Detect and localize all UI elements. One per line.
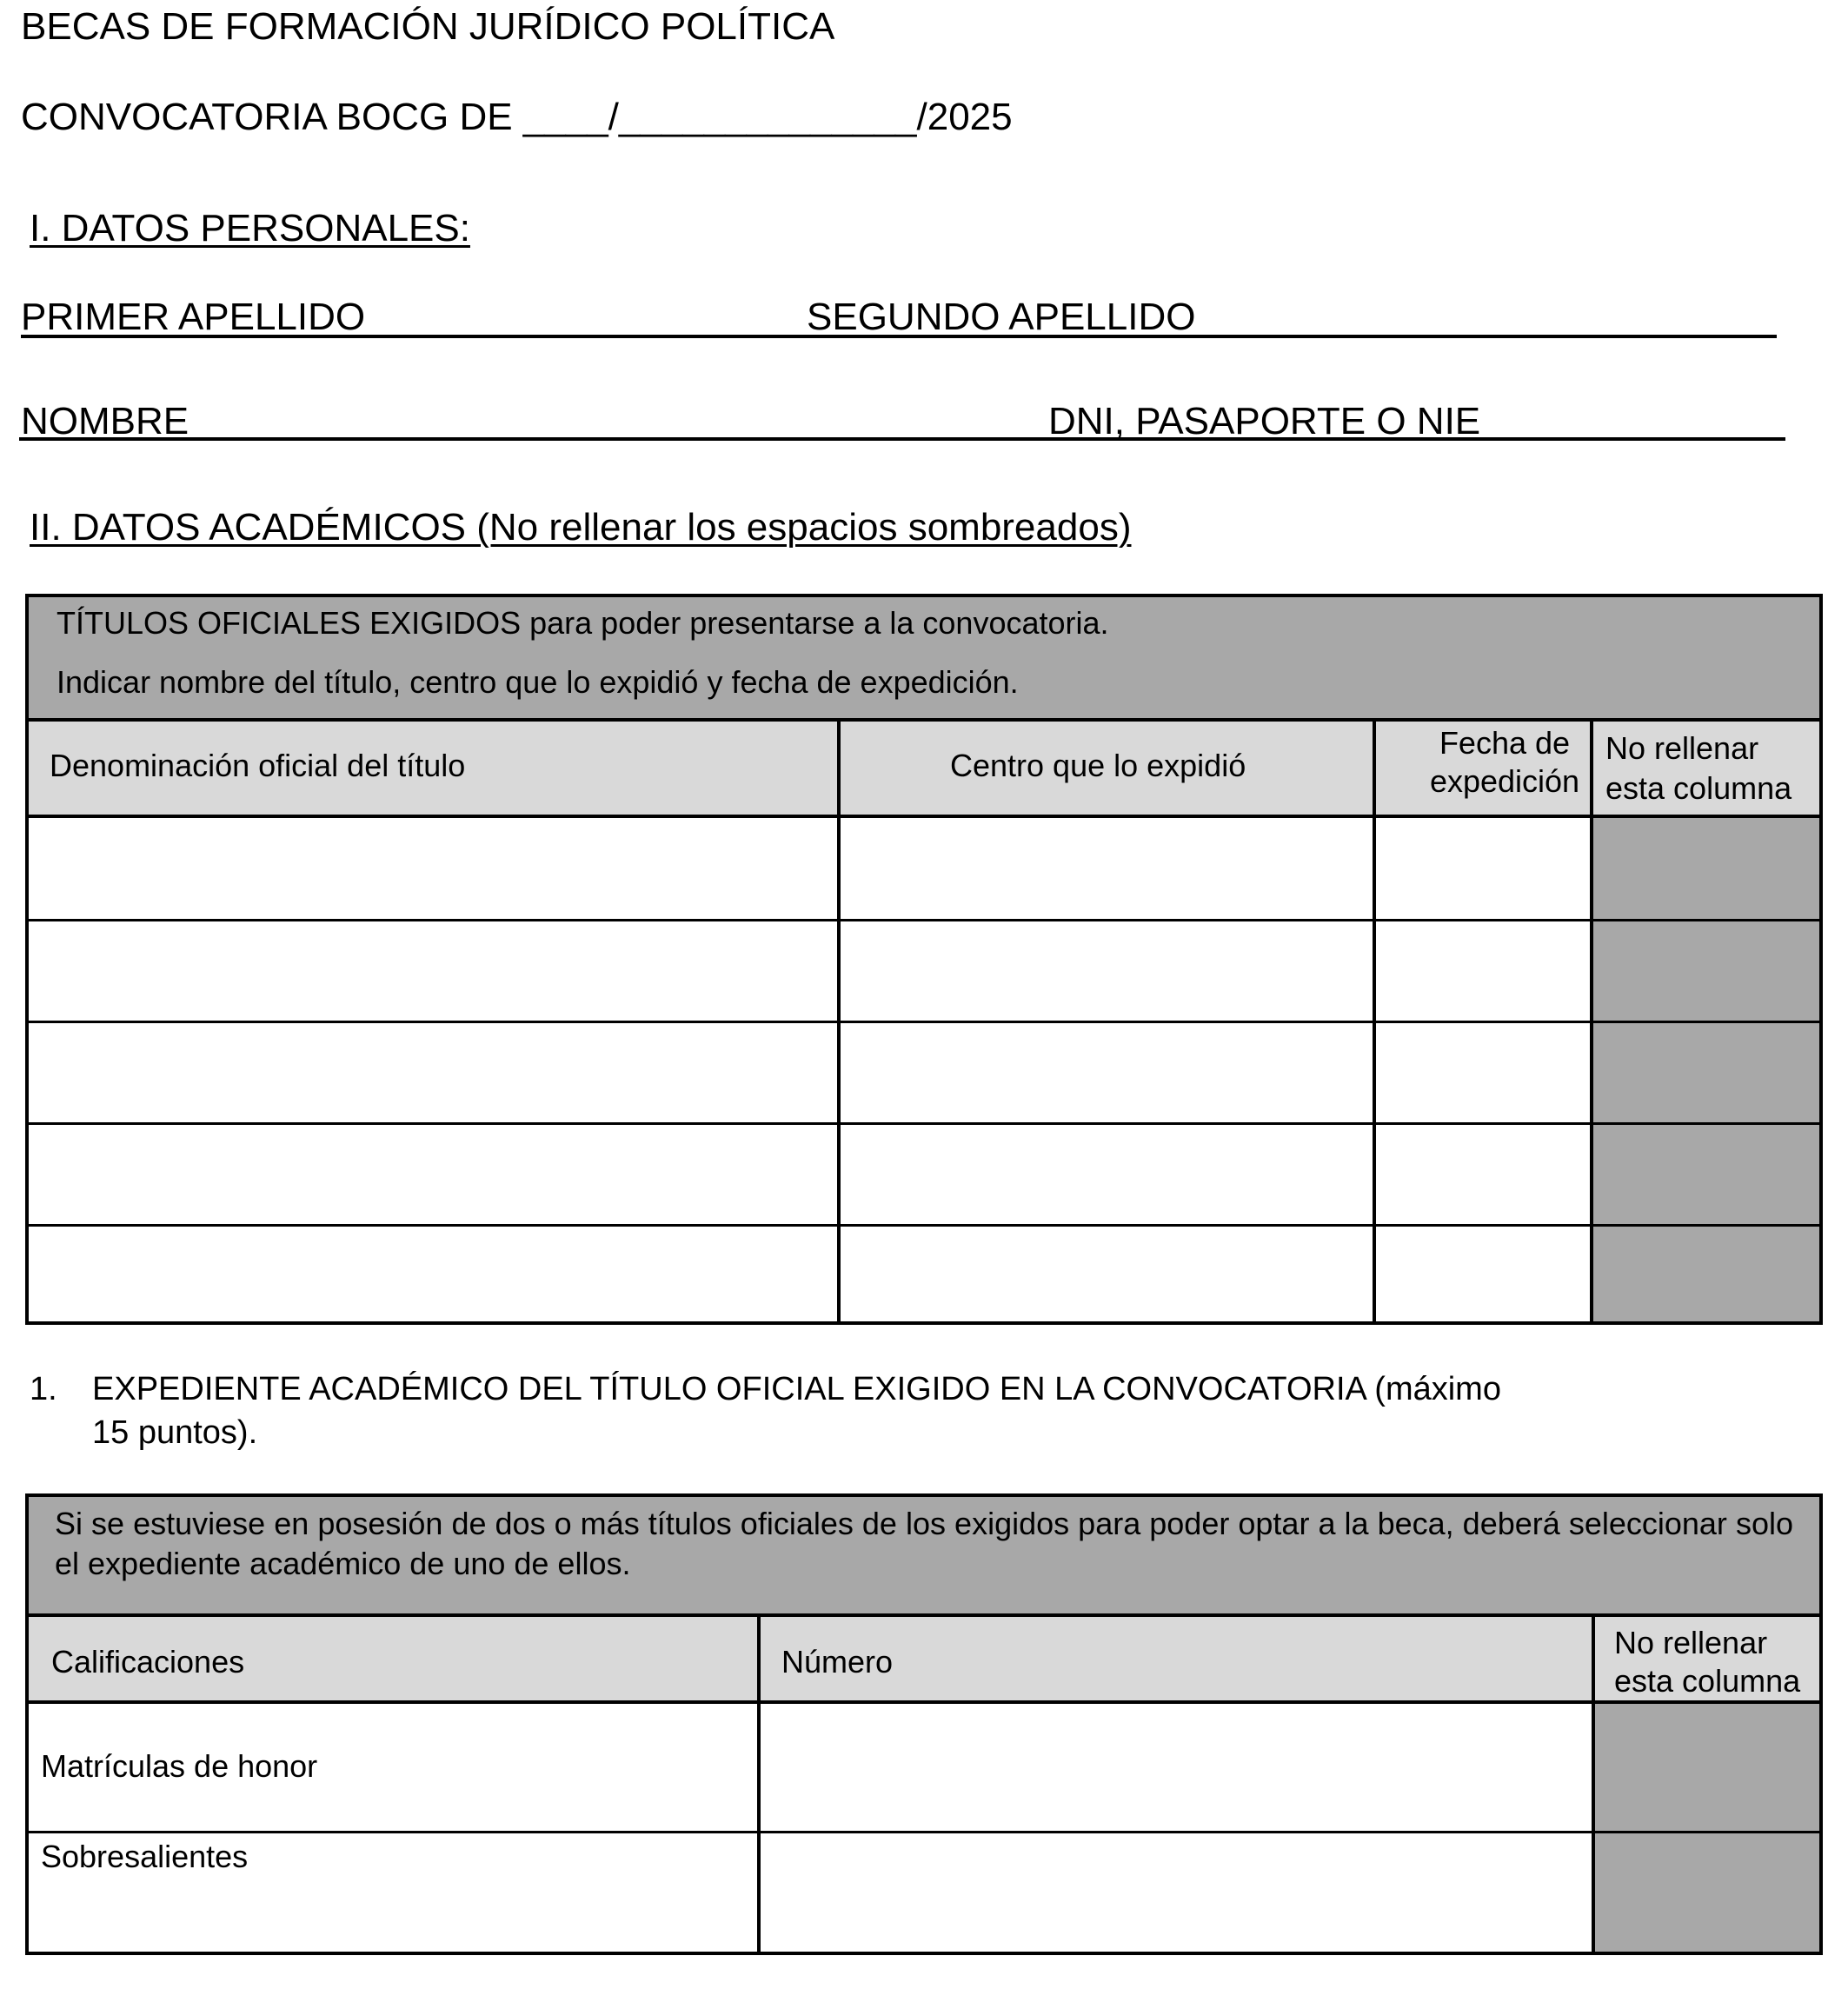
section-academic-heading: II. DATOS ACADÉMICOS (No rellenar los espacios sombreados) [30, 506, 1132, 549]
apellidos-fill-line[interactable] [21, 335, 1777, 338]
titulos-shaded-column [1593, 818, 1819, 1321]
col-denominacion: Denominación oficial del título [50, 748, 466, 783]
col-fecha-line1: Fecha de [1439, 725, 1571, 761]
nombre-documento-fill-line[interactable] [19, 437, 1785, 441]
col-exp-no-rellenar-line2: esta columna [1614, 1663, 1801, 1699]
convocatoria-line: CONVOCATORIA BOCG DE ____/______________/2025 [21, 96, 1013, 138]
titulos-row-3-bottom [29, 1122, 1819, 1125]
col-numero: Número [781, 1644, 894, 1680]
col-exp-no-rellenar-line1: No rellenar [1614, 1625, 1768, 1660]
col-calificaciones: Calificaciones [51, 1644, 245, 1680]
expediente-vline-2 [1592, 1617, 1595, 1952]
titulos-row-2-bottom [29, 1021, 1819, 1023]
item1-text-line2: 15 puntos). [92, 1414, 258, 1451]
row-matriculas-honor: Matrículas de honor [41, 1748, 318, 1784]
segundo-apellido-label: SEGUNDO APELLIDO [807, 296, 1196, 338]
titulos-table-intro [29, 597, 1819, 722]
item1-text-line1: EXPEDIENTE ACADÉMICO DEL TÍTULO OFICIAL EXIGIDO EN LA CONVOCATORIA (máximo [92, 1371, 1501, 1407]
documento-label: DNI, PASAPORTE O NIE [1048, 400, 1481, 442]
item1-number: 1. [30, 1371, 57, 1407]
expediente-table-intro [29, 1497, 1819, 1617]
titulos-intro-line1: TÍTULOS OFICIALES EXIGIDOS para poder presentarse a la convocatoria. [57, 605, 1109, 641]
primer-apellido-label: PRIMER APELLIDO [21, 296, 366, 338]
section-personal-heading: I. DATOS PERSONALES: [30, 207, 470, 249]
col-no-rellenar-line2: esta columna [1605, 770, 1792, 806]
expediente-row-1-bottom [29, 1831, 1819, 1833]
nombre-label: NOMBRE [21, 400, 189, 442]
titulos-intro-line2: Indicar nombre del título, centro que lo expidió y fecha de expedición. [57, 664, 1019, 700]
titulos-table [25, 594, 1823, 1325]
expediente-table [25, 1493, 1823, 1955]
titulos-row-4-bottom [29, 1224, 1819, 1227]
document-title: BECAS DE FORMACIÓN JURÍDICO POLÍTICA [21, 5, 835, 48]
col-fecha-line2: expedición [1429, 763, 1580, 799]
titulos-row-1-bottom [29, 919, 1819, 921]
col-centro: Centro que lo expidió [950, 748, 1246, 783]
expediente-intro-text: Si se estuviese en posesión de dos o más títulos oficiales de los exigidos para poder optar a la beca, deberá seleccionar solo el expediente académico de uno de ellos. [55, 1506, 1793, 1581]
expediente-shaded-column [1595, 1704, 1819, 1952]
expediente-column-header [29, 1617, 1819, 1704]
row-sobresalientes: Sobresalientes [41, 1839, 249, 1874]
col-no-rellenar-line1: No rellenar [1605, 730, 1759, 766]
expediente-vline-1 [757, 1617, 761, 1952]
